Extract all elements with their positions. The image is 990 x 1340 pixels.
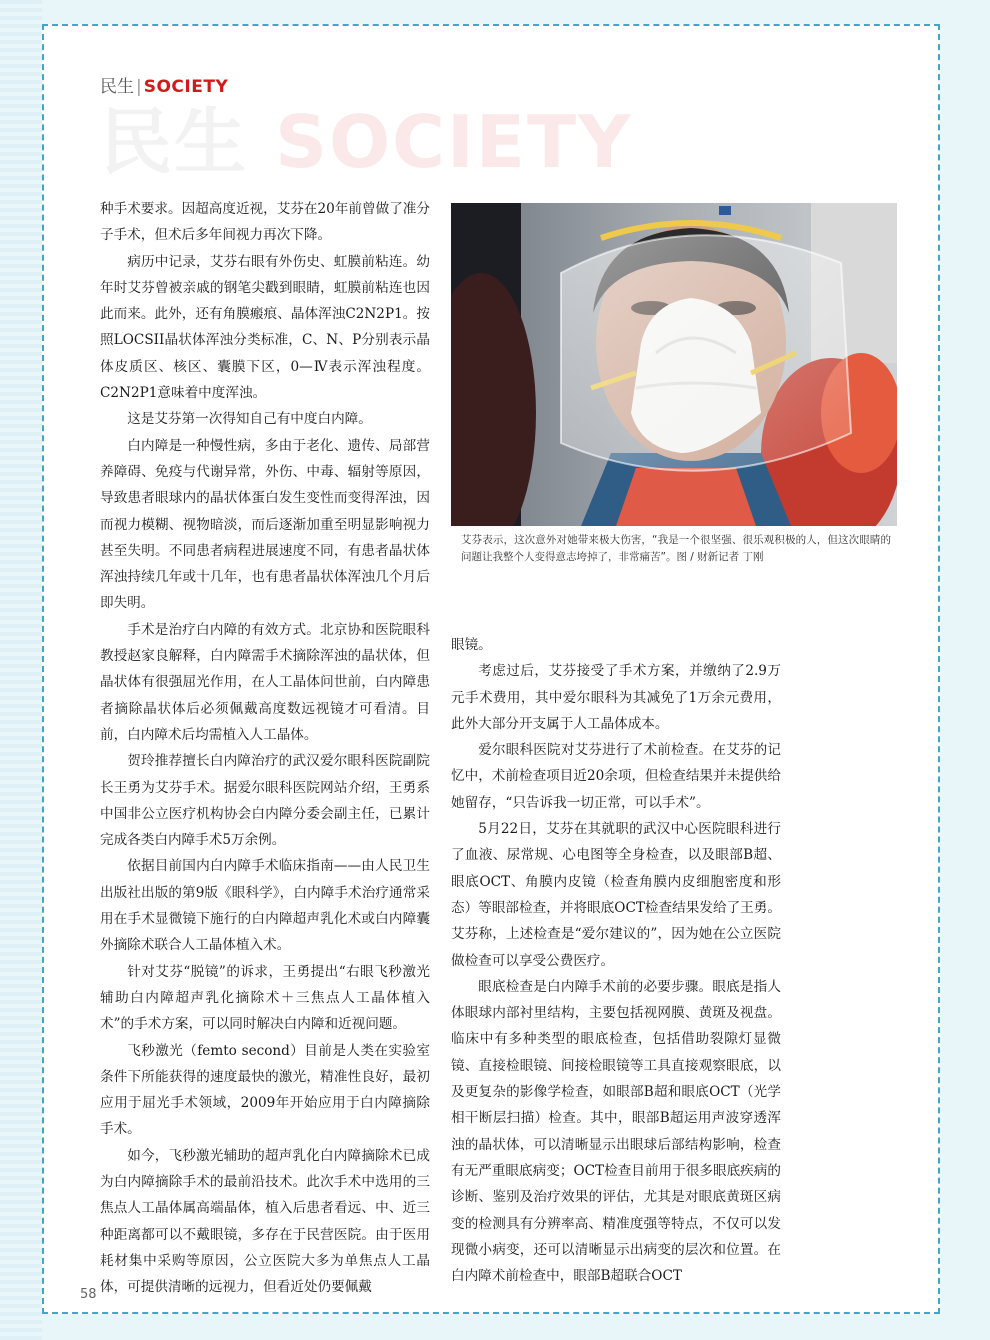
article-photo — [451, 203, 897, 526]
article-paragraph: 眼镜。 — [451, 637, 492, 653]
article-paragraph: 考虑过后，艾芬接受了手术方案，并缴纳了2.9万元手术费用，其中爱尔眼科为其减免了1万余元费用，此外大部分开支属于人工晶体成本。 — [451, 663, 781, 732]
article-paragraph: 病历中记录，艾芬右眼有外伤史、虹膜前粘连。幼年时艾芬曾被亲戚的钢笔尖戳到眼睛，虹膜前粘连也因此而来。此外，还有角膜瘢痕、晶体浑浊C2N2P1。按照LOCSII晶状体浑浊分类标准，C、N、P分别表示晶体皮质区、核区、囊膜下区，0—Ⅳ表示浑浊程度。C2N2P1意味着中度浑浊。 — [100, 253, 430, 402]
article-paragraph: 如今，飞秒激光辅助的超声乳化白内障摘除术已成为白内障摘除手术的最前沿技术。此次手术中选用的三焦点人工晶体属高端晶体，植入后患者看远、中、近三种距离都可以不戴眼镜，多存在于民营医院。由于医用耗材集中采购等原因，公立医院大多为单焦点人工晶体，可提供清晰的远视力，但看近处仍要佩戴 — [100, 1147, 430, 1296]
watermark-en: SOCIETY — [275, 100, 633, 184]
article-paragraph: 种手术要求。因超高度近视，艾芬在20年前曾做了准分子手术，但术后多年间视力再次下降。 — [100, 201, 430, 244]
portrait-illustration — [451, 203, 897, 526]
section-label-cn: 民生 — [100, 77, 134, 97]
article-paragraph: 5月22日，艾芬在其就职的武汉中心医院眼科进行了血液、尿常规、心电图等全身检查，以及眼部B超、眼底OCT、角膜内皮镜（检查角膜内皮细胞密度和形态）等眼部检查，并将眼底OCT检查结果发给了王勇。艾芬称，上述检查是“爱尔建议的”，因为她在公立医院做检查可以享受公费医疗。 — [451, 821, 781, 969]
section-label-en: SOCIETY — [143, 77, 229, 97]
article-paragraph: 这是艾芬第一次得知自己有中度白内障。 — [127, 411, 372, 428]
section-separator: | — [136, 77, 142, 97]
article-paragraph: 依据目前国内白内障手术临床指南——由人民卫生出版社出版的第9版《眼科学》，白内障手术治疗通常采用在手术显微镜下施行的白内障超声乳化术或白内障囊外摘除术联合人工晶体植入术。 — [100, 858, 430, 954]
article-paragraph: 爱尔眼科医院对艾芬进行了术前检查。在艾芬的记忆中，术前检查项目近20余项，但检查结果并未提供给她留存，“只告诉我一切正常，可以手术”。 — [451, 742, 781, 811]
article-right-column — [451, 632, 781, 1289]
photo-caption: 艾芬表示，这次意外对她带来极大伤害，“我是一个很坚强、很乐观积极的人，但这次眼睛的问题让我整个人变得意志垮掉了，非常痛苦”。图 / 财新记者 丁刚 — [461, 534, 891, 563]
article-left-column — [100, 196, 430, 1300]
page-number: 58 — [80, 1287, 97, 1302]
section-header — [100, 72, 228, 97]
watermark-cn: 民生 — [100, 100, 249, 184]
article-paragraph: 飞秒激光（femto second）目前是人类在实验室条件下所能获得的速度最快的激光，精准性良好，最初应用于屈光手术领域，2009年开始应用于白内障摘除手术。 — [100, 1042, 430, 1138]
article-paragraph: 贺玲推荐擅长白内障治疗的武汉爱尔眼科医院副院长王勇为艾芬手术。据爱尔眼科医院网站介绍，王勇系中国非公立医疗机构协会白内障分委会副主任，已累计完成各类白内障手术5万余例。 — [100, 753, 430, 849]
article-paragraph: 针对艾芬“脱镜”的诉求，王勇提出“右眼飞秒激光辅助白内障超声乳化摘除术＋三焦点人工晶体植入术”的手术方案，可以同时解决白内障和近视问题。 — [100, 963, 430, 1033]
page-edge-strip — [0, 0, 42, 1340]
article-paragraph: 手术是治疗白内障的有效方式。北京协和医院眼科教授赵家良解释，白内障需手术摘除浑浊的晶状体，但晶状体有很强屈光作用，在人工晶体问世前，白内障患者摘除晶状体后必须佩戴高度数远视镜才可看清。目前，白内障术后均需植入人工晶体。 — [100, 621, 430, 743]
article-paragraph: 白内障是一种慢性病，多由于老化、遗传、局部营养障碍、免疫与代谢异常，外伤、中毒、辐射等原因，导致患者眼球内的晶状体蛋白发生变性而变得浑浊，因而视力模糊、视物暗淡，而后逐渐加重至明显影响视力甚至失明。不同患者病程进展速度不同，有患者晶状体浑浊持续几年或十几年，也有患者晶状体浑浊几个月后即失明。 — [100, 437, 430, 612]
article-paragraph: 眼底检查是白内障手术前的必要步骤。眼底是指人体眼球内部衬里结构，主要包括视网膜、黄斑及视盘。临床中有多种类型的眼底检查，包括借助裂隙灯显微镜、直接检眼镜、间接检眼镜等工具直接观察眼底，以及更复杂的影像学检查，如眼部B超和眼底OCT（光学相干断层扫描）检查。其中，眼部B超运用声波穿透浑浊的晶状体，可以清晰显示出眼球后部结构影响，检查有无严重眼底病变；OCT检查目前用于很多眼底疾病的诊断、鉴别及治疗效果的评估，尤其是对眼底黄斑区病变的检测具有分辨率高、精准度强等特点，不仅可以发现微小病变，还可以清晰显示出病变的层次和位置。在白内障术前检查中，眼部B超联合OCT — [451, 978, 781, 1285]
